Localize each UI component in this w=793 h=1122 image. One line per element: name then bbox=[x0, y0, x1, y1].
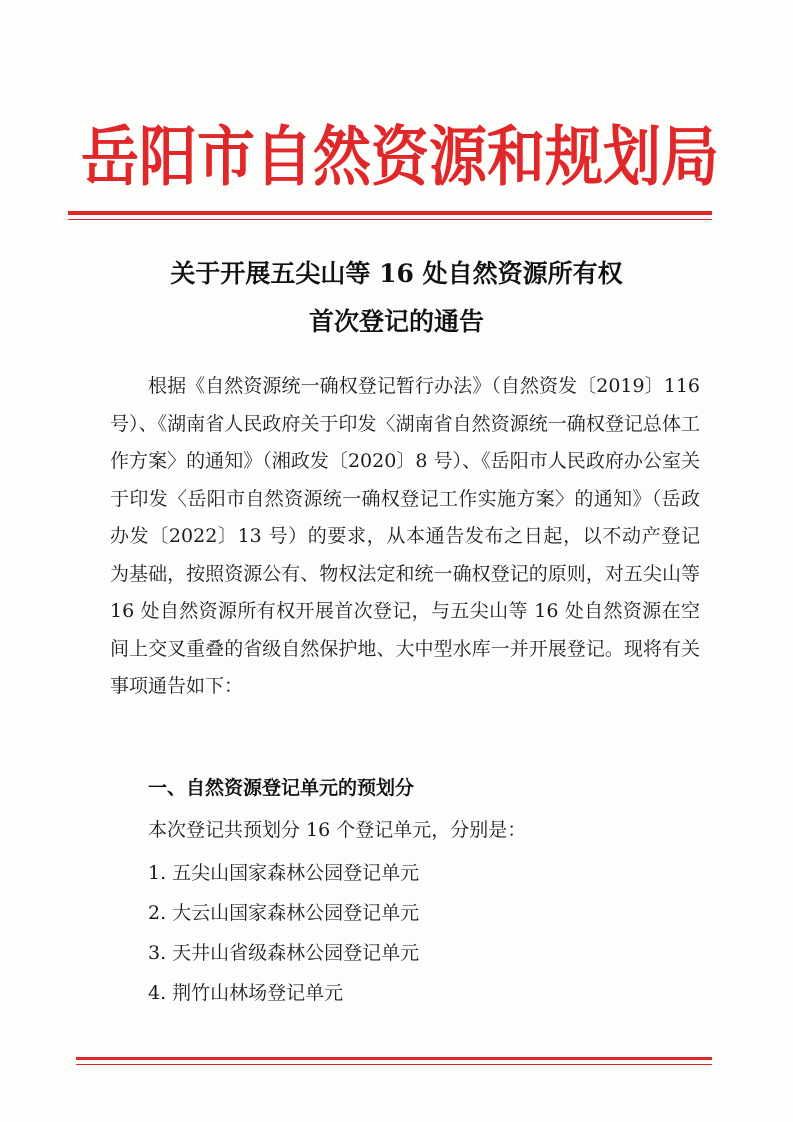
notice-title-line1: 关于开展五尖山等 16 处自然资源所有权 bbox=[170, 259, 623, 288]
footer-rule-thin bbox=[76, 1064, 712, 1065]
unit-item: 3. 天井山省级森林公园登记单元 bbox=[148, 942, 420, 964]
section1-intro: 本次登记共预划分 16 个登记单元，分别是： bbox=[148, 819, 527, 841]
notice-body bbox=[110, 368, 700, 706]
masthead-org-name: 岳阳市自然资源和规划局 bbox=[80, 118, 719, 195]
masthead-rule-thin bbox=[68, 219, 712, 220]
masthead-rule-thick bbox=[68, 211, 712, 215]
unit-item: 1. 五尖山国家森林公园登记单元 bbox=[148, 862, 420, 884]
unit-item: 4. 荆竹山林场登记单元 bbox=[148, 982, 344, 1004]
footer-rule-thick bbox=[76, 1057, 712, 1060]
notice-title-line2: 首次登记的通告 bbox=[308, 307, 484, 336]
unit-item: 2. 大云山国家森林公园登记单元 bbox=[148, 902, 420, 924]
body-paragraph: 根据《自然资源统一确权登记暂行办法》（自然资发〔2019〕116 号）、《湖南省人民政府关于印发〈湖南省自然资源统一确权登记总体工作方案〉的通知》（湘政发〔2020〕8 号）、《岳阳市人民政府办公室关于印发〈岳阳市自然资源统一确权登记工作实施方案〉的通知》（岳政办发〔2022〕13 号）的要求，从本通告发布之日起，以不动产登记为基础，按照资源公有、物权法定和统一确权登记的原则，对五尖山等 16 处自然资源所有权开展首次登记，与五尖山等 16 处自然资源在空间上交叉重叠的省级自然保护地、大中型水库一并开展登记。现将有关事项通告如下： bbox=[110, 375, 700, 697]
section1-heading: 一、自然资源登记单元的预划分 bbox=[148, 777, 415, 799]
